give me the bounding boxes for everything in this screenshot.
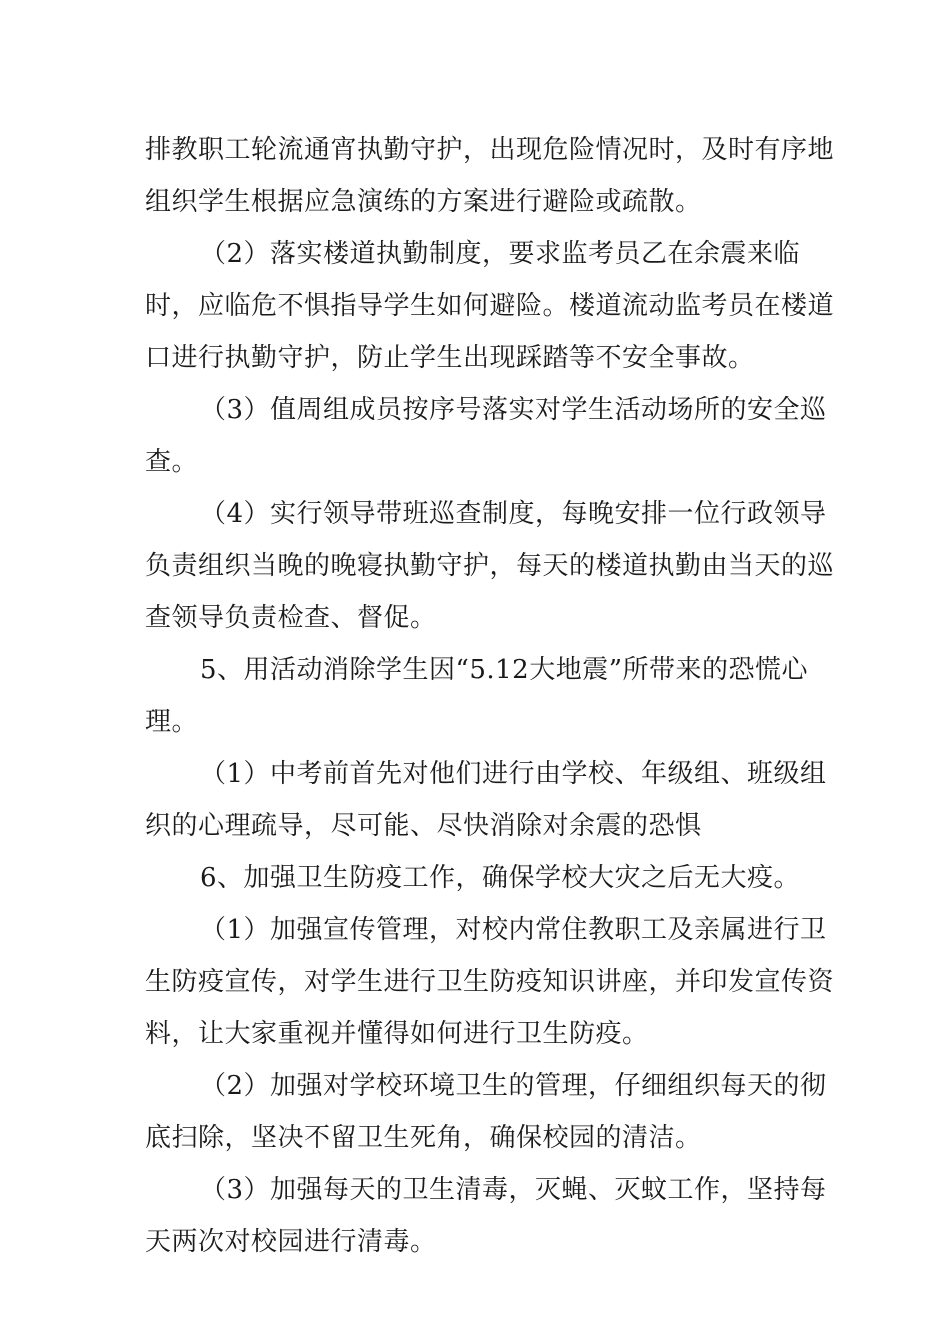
paragraph-section-5-item-1: （1）中考前首先对他们进行由学校、年级组、班级组织的心理疏导，尽可能、尽快消除对余震的恐惧 [145,759,827,841]
paragraph-section-6: 6、加强卫生防疫工作，确保学校大灾之后无大疫。 [200,863,801,893]
paragraph-item-2-stairway-duty: （2）落实楼道执勤制度，要求监考员乙在余震来临时，应临危不惧指导学生如何避险。楼道流动监考员在楼道口进行执勤守护，防止学生出现踩踏等不安全事故。 [145,239,835,373]
paragraph-section-6-item-2: （2）加强对学校环境卫生的管理，仔细组织每天的彻底扫除，坚决不留卫生死角，确保校园的清洁。 [145,1071,827,1153]
paragraph-section-6-item-3: （3）加强每天的卫生清毒，灭蝇、灭蚊工作，坚持每天两次对校园进行清毒。 [145,1175,827,1257]
paragraph-section-5: 5、用活动消除学生因“5.12大地震”所带来的恐慌心理。 [145,655,809,737]
paragraph-section-6-item-1: （1）加强宣传管理，对校内常住教职工及亲属进行卫生防疫宣传，对学生进行卫生防疫知识讲座，并印发宣传资料，让大家重视并懂得如何进行卫生防疫。 [145,915,835,1049]
paragraph-continued: 排教职工轮流通宵执勤守护，出现危险情况时，及时有序地组织学生根据应急演练的方案进行避险或疏散。 [145,135,835,217]
paragraph-item-4-leadership: （4）实行领导带班巡查制度，每晚安排一位行政领导负责组织当晚的晚寝执勤守护，每天的楼道执勤由当天的巡查领导负责检查、督促。 [145,499,835,633]
paragraph-item-3-patrol: （3）值周组成员按序号落实对学生活动场所的安全巡查。 [145,395,827,477]
